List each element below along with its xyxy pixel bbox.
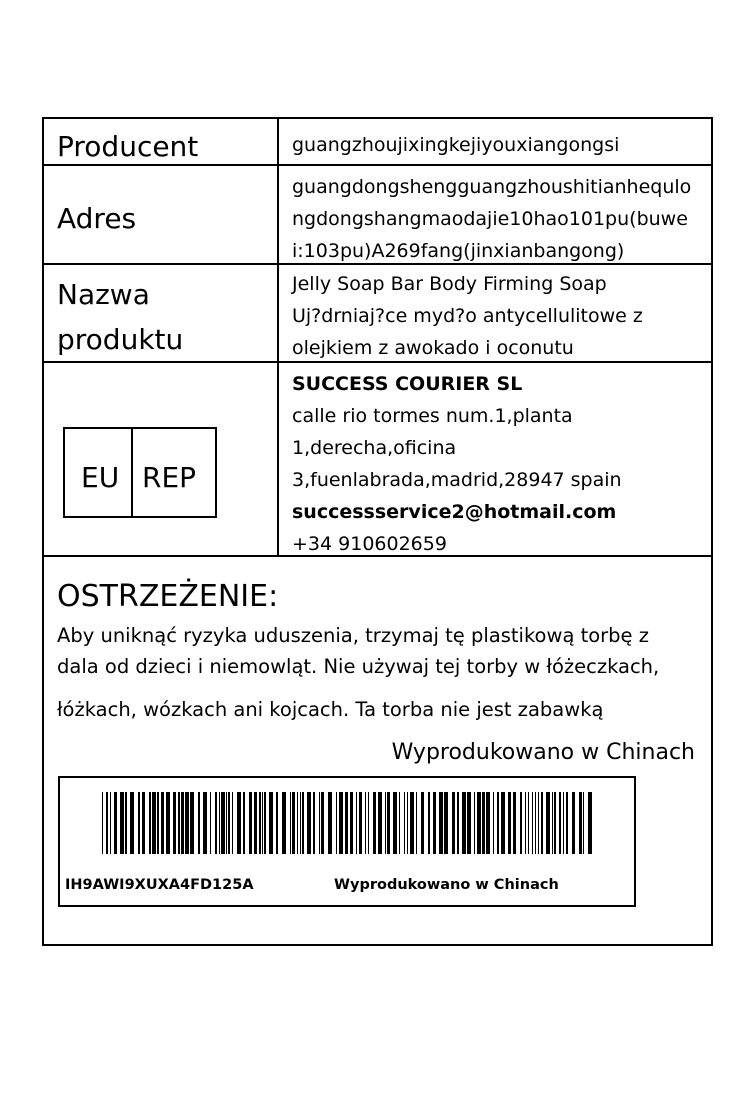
address-label: Adres: [57, 202, 137, 235]
eu-rep-address-line: 3,fuenlabrada,madrid,28947 spain: [292, 469, 622, 491]
made-in-text: Wyprodukowano w Chinach: [391, 740, 695, 765]
barcode-box: [58, 776, 636, 907]
eu-rep-badge-left: EU: [81, 461, 120, 494]
address-line: ngdongshangmaodajie10hao101pu(buwe: [292, 208, 688, 230]
warning-title: OSTRZEŻENIE:: [57, 579, 279, 614]
warning-line: dala od dzieci i niemowląt. Nie używaj tej torby w łóżeczkach,: [57, 655, 660, 678]
column-divider: [277, 119, 279, 557]
eu-rep-badge-right: REP: [142, 461, 197, 494]
product-name-line: Uj?drniaj?ce myd?o antycellulitowe z: [292, 305, 643, 327]
eu-rep-company: SUCCESS COURIER SL: [292, 373, 523, 395]
barcode-caption: Wyprodukowano w Chinach: [334, 877, 559, 893]
product-name-label: produktu: [57, 323, 184, 356]
address-line: guangdongshengguangzhoushitianhequlo: [292, 176, 692, 198]
product-label: [42, 117, 713, 946]
eu-rep-address-line: 1,derecha,oficina: [292, 437, 457, 459]
eu-rep-phone: +34 910602659: [292, 533, 447, 555]
eu-rep-email: successservice2@hotmail.com: [292, 501, 617, 523]
address-line: i:103pu)A269fang(jinxianbangong): [292, 240, 625, 262]
barcode-code: IH9AWI9XUXA4FD125A: [65, 877, 254, 893]
product-name-line: olejkiem z awokado i oconutu: [292, 337, 574, 359]
producer-label: Producent: [57, 130, 199, 163]
eu-rep-badge: [63, 427, 217, 518]
barcode-icon: [102, 792, 592, 854]
product-name-label: Nazwa: [57, 278, 150, 311]
warning-line: Aby uniknąć ryzyka uduszenia, trzymaj tę plastikową torbę z: [57, 624, 649, 647]
eu-rep-divider: [131, 429, 133, 516]
warning-line: łóżkach, wózkach ani kojcach. Ta torba nie jest zabawką: [57, 698, 604, 721]
producer-value: guangzhoujixingkejiyouxiangongsi: [292, 134, 620, 156]
product-name-line: Jelly Soap Bar Body Firming Soap: [292, 273, 607, 295]
eu-rep-address-line: calle rio tormes num.1,planta: [292, 405, 573, 427]
